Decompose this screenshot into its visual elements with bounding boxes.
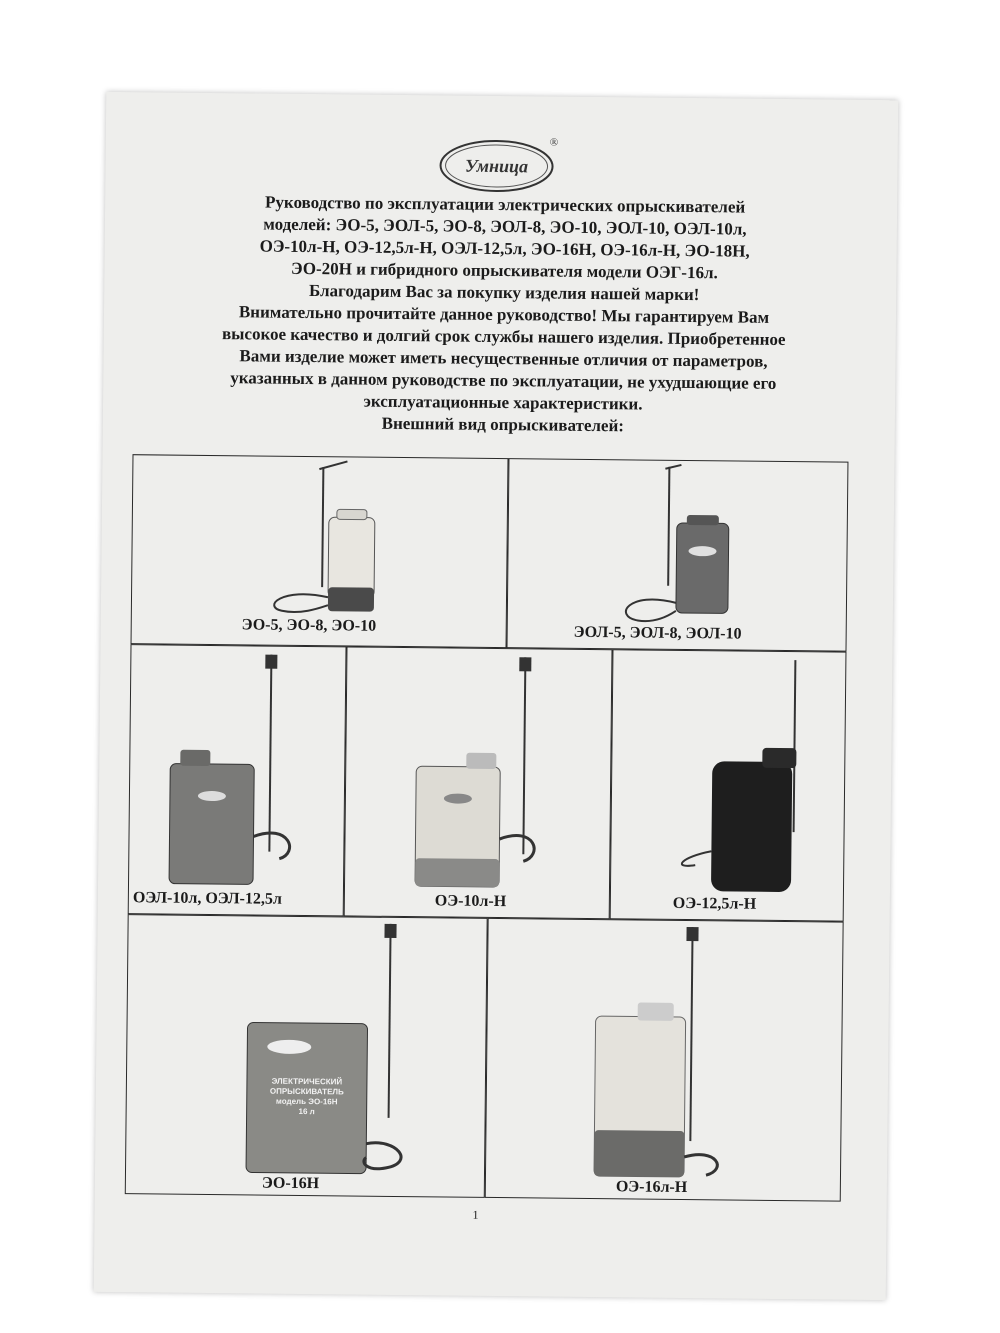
- title-line-1: Руководство по эксплуатации электрических опрыскивателей: [264, 192, 746, 217]
- product-cell-eo: [131, 454, 509, 648]
- product-cell-oe125: [610, 649, 847, 921]
- product-cell-eo16: [125, 914, 488, 1198]
- sprayer-image-oel: [129, 645, 348, 917]
- thanks-line: Благодарим Вас за покупку изделия нашей марки!: [308, 281, 700, 305]
- sprayer-body-label-line-2: ОПРЫСКИВАТЕЛЬ: [269, 1086, 344, 1097]
- intro-text: [161, 190, 847, 439]
- caption-eo: ЭО-5, ЭО-8, ЭО-10: [241, 616, 377, 635]
- caption-oel: ОЭЛ-10л, ОЭЛ-12,5л: [132, 889, 282, 908]
- title-line-3: ОЭ-10л-Н, ОЭ-12,5л-Н, ОЭЛ-12,5л, ЭО-16Н, ОЭ-16л-Н, ЭО-18Н,: [259, 236, 750, 261]
- product-cell-oel: [128, 644, 347, 916]
- caption-oe16: ОЭ-16л-Н: [615, 1178, 688, 1197]
- body-line-2: высокое качество и долгий срок службы нашего изделия. Приобретенное: [221, 324, 786, 350]
- brand-logo-text: Умница: [464, 155, 529, 176]
- caption-oe10: ОЭ-10л-Н: [434, 892, 507, 911]
- body-line-1: Внимательно прочитайте данное руководство! Мы гарантируем Вам: [238, 302, 770, 327]
- sprayer-body-label-line-4: 16 л: [298, 1106, 315, 1117]
- product-cell-oe16: [485, 918, 844, 1202]
- sprayer-image-oe125: [611, 650, 848, 922]
- sprayer-body-label: [261, 1077, 353, 1118]
- sprayer-body-label-line-1: ЭЛЕКТРИЧЕСКИЙ: [271, 1076, 343, 1087]
- body-line-3: Вами изделие может иметь несущественные отличия от параметров,: [239, 346, 768, 371]
- body-line-5: эксплуатационные характеристики.: [363, 391, 643, 414]
- caption-oe125: ОЭ-12,5л-Н: [672, 894, 757, 913]
- body-line-4: указанных в данном руководстве по эксплуатации, не ухудшающие его: [230, 368, 777, 393]
- product-cell-oe10: [344, 646, 613, 919]
- title-line-4: ЭО-20Н и гибридного опрыскивателя модели ОЭГ-16л.: [290, 258, 718, 283]
- page-number: 1: [472, 1207, 479, 1222]
- sprayer-image-eol: [507, 459, 849, 653]
- sprayer-body-label-line-3: модель ЭО-16Н: [275, 1096, 338, 1107]
- caption-eol: ЭОЛ-5, ЭОЛ-8, ЭОЛ-10: [573, 623, 742, 643]
- brand-logo: [437, 136, 559, 194]
- product-cell-eol: [507, 458, 849, 652]
- title-line-2: моделей: ЭО-5, ЭОЛ-5, ЭО-8, ЭОЛ-8, ЭО-10, ЭОЛ-10, ОЭЛ-10л,: [263, 214, 747, 239]
- registered-mark: ®: [549, 136, 559, 149]
- sprayer-image-oe16: [486, 919, 845, 1203]
- caption-eo16: ЭО-16Н: [261, 1174, 320, 1193]
- instruction-sheet: [94, 92, 899, 1300]
- sprayer-image-eo16: [126, 915, 489, 1199]
- sprayer-image-oe10: [345, 647, 614, 920]
- section-heading: Внешний вид опрыскивателей:: [381, 413, 625, 436]
